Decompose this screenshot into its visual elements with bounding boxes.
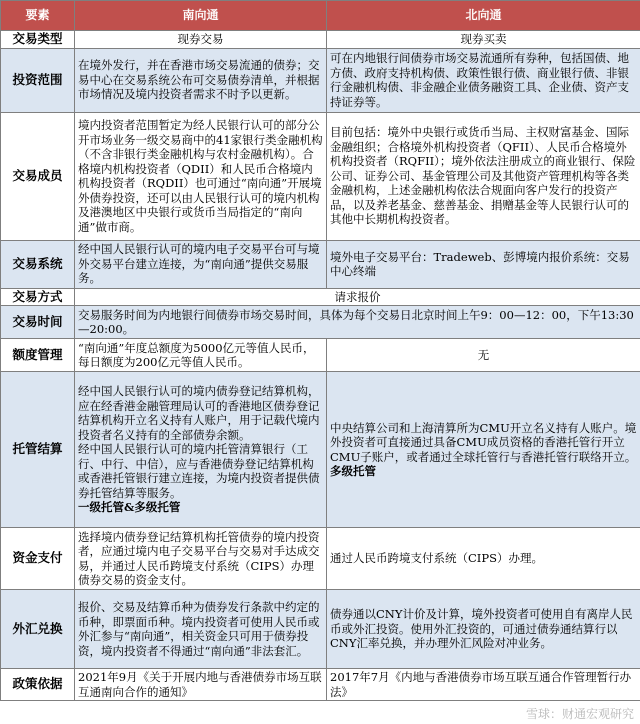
row-method: [1, 288, 640, 306]
south-cell: [75, 372, 327, 528]
row-label: 交易时间: [1, 306, 75, 339]
custody-south-para-1: 经中国人民银行认可的境内债券登记结算机构，应在经香港金融管理局认可的香港地区债券登记结算机构开立名义持有人账户，用于记载代境内投资者名义持有的全部债券余额。: [78, 384, 320, 442]
row-quota: [1, 339, 640, 372]
custody-south-para-2: 经中国人民银行认可的境内托管清算银行（工行、中行、中信），应与香港债券登记结算机构或香港托管银行建立连接，为境内投资者提供债券托管结算等服务。: [78, 442, 320, 500]
row-label: 托管结算: [1, 372, 75, 528]
header-row: [1, 1, 640, 31]
south-cell: 境内投资者范围暂定为经人民银行认可的部分公开市场业务一级交易商中的41家银行类金融机构（不含非银行类金融机构与农村金融机构）。合格境内机构投资者（QDII）和人民币合格境内机构投资者（RQDII）也可通过“南向通”开展境外债券投资，还可以由人民银行认可的境内机构及港澳地区中央银行或货币当局指定的“南向通”做市商。: [75, 112, 327, 240]
south-cell: 选择境内债券登记结算机构托管债券的境内投资者，应通过境内电子交易平台与交易对手达成交易，并通过人民币跨境支付系统（CIPS）办理债券交易的资金支付。: [75, 528, 327, 590]
south-cell: 在境外发行，并在香港市场交易流通的债券；交易中心在交易系统公布可交易债券清单，并根据市场情况及境内投资者需求不时予以更新。: [75, 48, 327, 112]
both-cell: 请求报价: [75, 288, 640, 306]
row-label: 额度管理: [1, 339, 75, 372]
row-label: 交易方式: [1, 288, 75, 306]
row-label: 交易系统: [1, 240, 75, 288]
north-cell: 境外电子交易平台：Tradeweb、彭博境内报价系统：交易中心终端: [327, 240, 640, 288]
row-policy: [1, 669, 640, 701]
north-cell: 现券买卖: [327, 31, 640, 49]
north-cell: 通过人民币跨境支付系统（CIPS）办理。: [327, 528, 640, 590]
watermark: 雪球：财通宏观研究: [525, 707, 634, 721]
row-label: 资金支付: [1, 528, 75, 590]
row-label: 政策依据: [1, 669, 75, 701]
north-cell: 债券通以CNY计价及计算，境外投资者可使用自有离岸人民币或外汇投资。使用外汇投资的，可通过债券通结算行以CNY汇率兑换，并办理外汇风险对冲业务。: [327, 590, 640, 669]
row-time: [1, 306, 640, 339]
north-cell: 2017年7月《内地与香港债券市场互联互通合作管理暂行办法》: [327, 669, 640, 701]
row-trade-type: [1, 31, 640, 49]
row-fx: [1, 590, 640, 669]
custody-north-mode: 多级托管: [330, 464, 376, 478]
south-cell: 经中国人民银行认可的境内电子交易平台可与境外交易平台建立连接，为“南向通”提供交易服务。: [75, 240, 327, 288]
north-cell: 可在内地银行间债券市场交易流通所有券种，包括国债、地方债、政府支持机构债、政策性银行债、商业银行债、非银行金融机构债、非金融企业债务融资工具、企业债、资产支持证券等。: [327, 48, 640, 112]
custody-south-mode: 一级托管&多级托管: [78, 500, 181, 515]
north-cell: 目前包括：境外中央银行或货币当局、主权财富基金、国际金融组织；合格境外机构投资者（QFII）、人民币合格境外机构投资者（RQFII）；境外依法注册成立的商业银行、保险公司、证券公司、基金管理公司及其他资产管理机构等各类金融机构，上述金融机构依法合规面向客户发行的投资产品，以及养老基金、慈善基金、捐赠基金等人民银行认可的其他中长期机构投资者。: [327, 112, 640, 240]
south-cell: 现券交易: [75, 31, 327, 49]
south-cell: 2021年9月《关于开展内地与香港债券市场互联互通南向合作的通知》: [75, 669, 327, 701]
both-cell: 交易服务时间为内地银行间债券市场交易时间，具体为每个交易日北京时间上午9：00—12：00，下午13:30—20:00。: [75, 306, 640, 339]
north-cell: [327, 372, 640, 528]
south-cell: “南向通”年度总额度为5000亿元等值人民币，每日额度为200亿元等值人民币。: [75, 339, 327, 372]
row-label: 投资范围: [1, 48, 75, 112]
north-cell: 无: [327, 339, 640, 372]
row-label: 外汇兑换: [1, 590, 75, 669]
south-cell: 报价、交易及结算币种为债券发行条款中约定的币种，即票面币种。境内投资者可使用人民币或外汇参与“南向通”，相关资金只可用于债券投资，境内投资者不得通过“南向通”非法套汇。: [75, 590, 327, 669]
header-element: 要素: [1, 1, 75, 31]
row-label: 交易类型: [1, 31, 75, 49]
row-custody: [1, 372, 640, 528]
header-northbound: 北向通: [327, 1, 640, 31]
row-funds: [1, 528, 640, 590]
custody-north-para: 中央结算公司和上海清算所为CMU开立名义持有人账户。境外投资者可直接通过具备CMU成员资格的香港托管行开立CMU子账户，或者通过全球托管行与香港托管行联络开立。: [330, 420, 637, 464]
header-southbound: 南向通: [75, 1, 327, 31]
row-members: [1, 112, 640, 240]
row-scope: [1, 48, 640, 112]
row-system: [1, 240, 640, 288]
row-label: 交易成员: [1, 112, 75, 240]
